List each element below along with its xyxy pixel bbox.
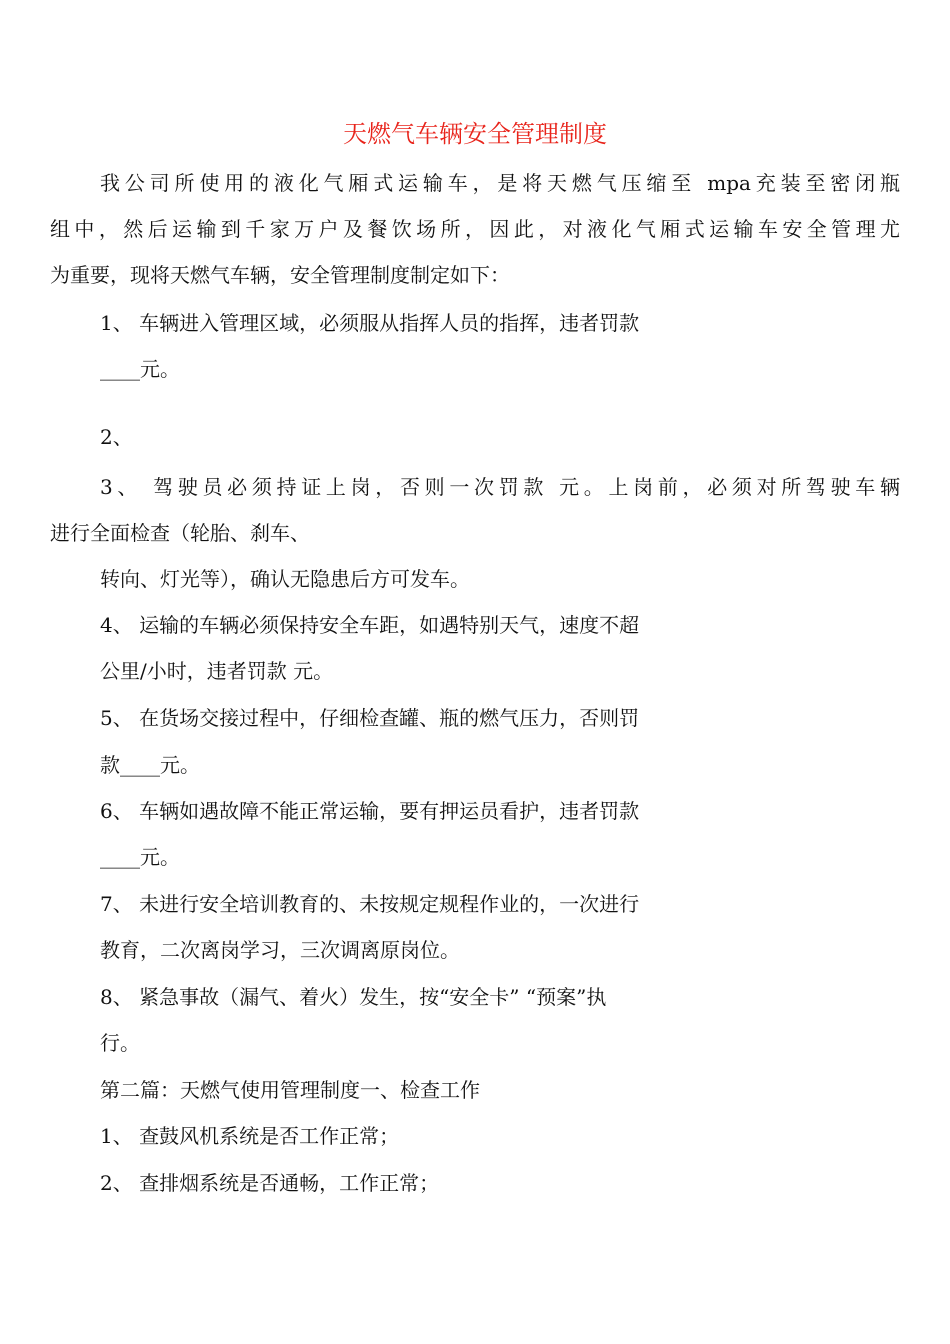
rule-4-line-2: 公里/小时，违者罚款 元。	[100, 659, 334, 683]
rule-8-line-2: 行。	[100, 1031, 140, 1055]
rule-5-line-1: 5、 在货场交接过程中，仔细检查罐、瓶的燃气压力，否则罚	[100, 706, 640, 730]
rule-1-line-2: ____元。	[100, 357, 180, 381]
document-title: 天燃气车辆安全管理制度	[343, 120, 607, 148]
rule-7-line-2: 教育，二次离岗学习，三次调离原岗位。	[100, 938, 460, 962]
rule-7-line-1: 7、 未进行安全培训教育的、未按规定规程作业的，一次进行	[100, 892, 640, 916]
rule-8-line-1: 8、 紧急事故（漏气、着火）发生，按“安全卡” “预案”执	[100, 985, 607, 1009]
intro-line-2: 组中，然后运输到千家万户及餐饮场所，因此，对液化气厢式运输车安全管理尤	[50, 217, 900, 241]
intro-line-3: 为重要，现将天燃气车辆，安全管理制度制定如下：	[50, 263, 510, 287]
rule-3-line-1: 3、 驾驶员必须持证上岗，否则一次罚款 元。上岗前，必须对所驾驶车辆	[100, 475, 900, 499]
section-2-heading: 第二篇：天燃气使用管理制度一、检查工作	[100, 1078, 480, 1102]
section-2-item-2: 2、 查排烟系统是否通畅，工作正常；	[100, 1171, 440, 1195]
rule-3-line-2: 进行全面检查（轮胎、刹车、	[50, 521, 310, 545]
rule-2: 2、	[100, 425, 133, 449]
rule-1-line-1: 1、 车辆进入管理区域，必须服从指挥人员的指挥，违者罚款	[100, 311, 640, 335]
rule-4-line-1: 4、 运输的车辆必须保持安全车距，如遇特别天气，速度不超	[100, 613, 640, 637]
rule-5-line-2: 款____元。	[100, 753, 200, 777]
rule-3-line-3: 转向、灯光等），确认无隐患后方可发车。	[100, 567, 470, 591]
intro-line-1: 我公司所使用的液化气厢式运输车，是将天燃气压缩至 mpa充装至密闭瓶	[100, 171, 900, 195]
rule-6-line-2: ____元。	[100, 845, 180, 869]
section-2-item-1: 1、 查鼓风机系统是否工作正常；	[100, 1124, 400, 1148]
rule-6-line-1: 6、 车辆如遇故障不能正常运输，要有押运员看护，违者罚款	[100, 799, 640, 823]
